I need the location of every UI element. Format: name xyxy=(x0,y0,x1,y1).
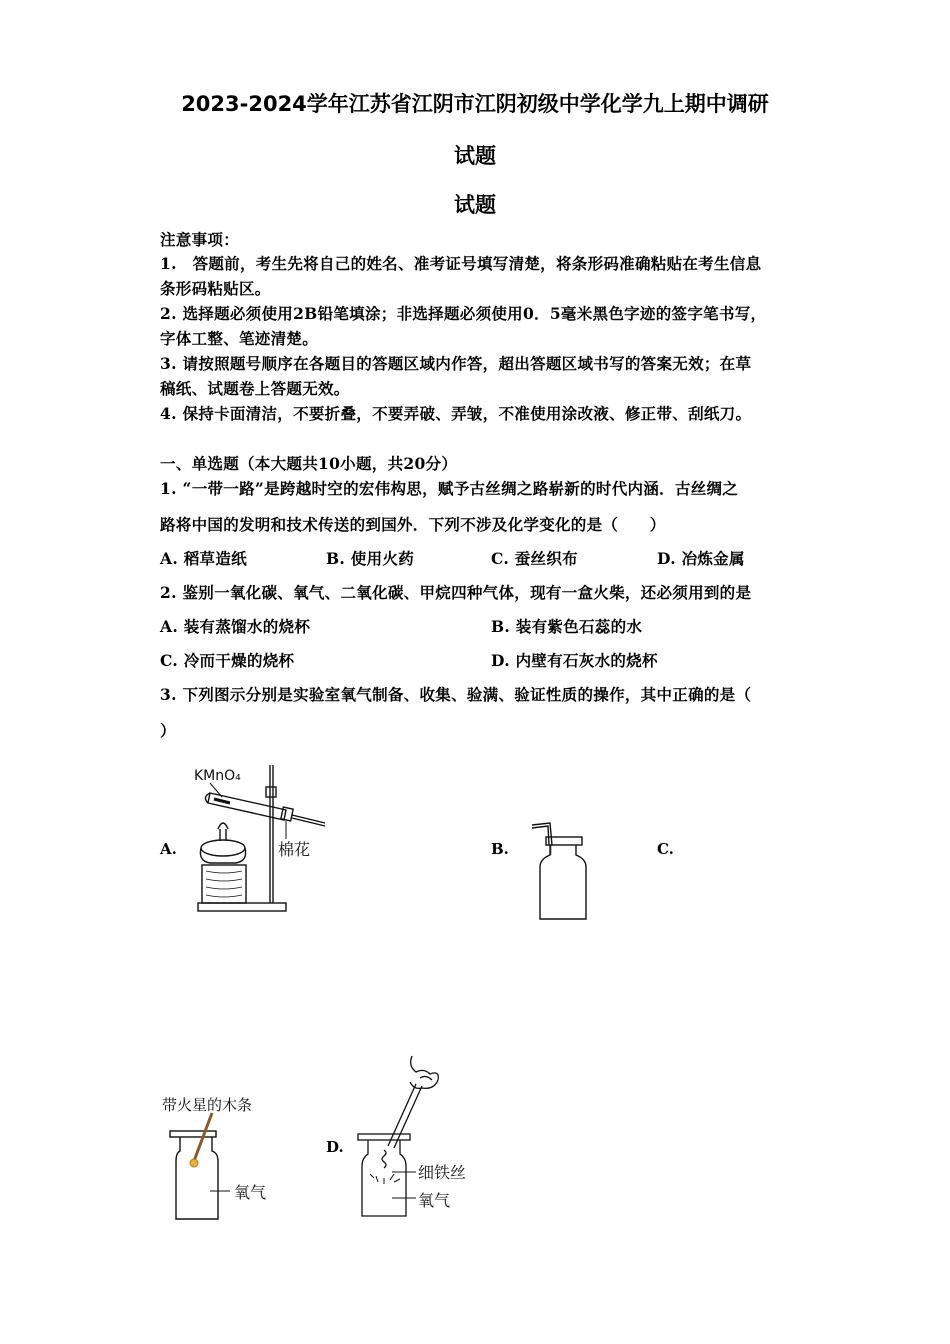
page-subtitle-repeat: 试题 xyxy=(454,193,496,217)
stand-base xyxy=(198,903,286,911)
notice-item-3-line-2: 稿纸、试题卷上答题无效。 xyxy=(160,379,350,398)
bottle-cap-plate xyxy=(358,1134,410,1140)
glowing-tip xyxy=(190,1159,198,1167)
bottle-body xyxy=(540,845,586,919)
bottle-cap-plate xyxy=(170,1131,216,1137)
q2-option-a: A. 装有蒸馏水的烧杯 xyxy=(160,617,311,636)
hand-holding-tongs xyxy=(410,1056,438,1088)
notice-item-2-line-1: 2. 选择题必须使用2B铅笔填涂；非选择题必须使用0．5毫米黑色字迹的签字笔书写， xyxy=(160,304,767,323)
q3-option-c-label: C. xyxy=(657,840,674,858)
notice-item-3-line-1: 3. 请按照题号顺序在各题目的答题区域内作答，超出答题区域书写的答案无效；在草 xyxy=(160,354,752,373)
q2-option-c: C. 冷而干燥的烧杯 xyxy=(160,651,295,670)
clamp xyxy=(266,787,276,797)
notice-item-1-line-2: 条形码粘贴区。 xyxy=(160,279,271,298)
q2-option-b: B. 装有紫色石蕊的水 xyxy=(491,617,643,636)
oxygen-label: 氧气 xyxy=(234,1183,267,1202)
tongs-left xyxy=(388,1084,416,1146)
figure-b-gas-bottle xyxy=(530,815,590,923)
figure-d-iron-wire xyxy=(350,1050,480,1222)
figure-c-splint-test xyxy=(160,1095,280,1223)
stopper xyxy=(281,807,293,821)
kmno4-label: KMnO₄ xyxy=(194,768,241,784)
q1-option-c: C. 蚕丝织布 xyxy=(491,549,578,568)
q1-option-d: D. 冶炼金属 xyxy=(657,549,745,568)
notice-heading: 注意事项： xyxy=(160,230,240,249)
cotton-label: 棉花 xyxy=(278,840,311,859)
notice-item-1-line-1: 1. 答题前，考生先将自己的姓名、准考证号填写清楚，将条形码准确粘贴在考生信息 xyxy=(160,254,762,273)
q1-stem-line-1: 1. “一带一路”是跨越时空的宏伟构思，赋予古丝绸之路崭新的时代内涵．古丝绸之 xyxy=(160,479,739,498)
q2-option-d: D. 内壁有石灰水的烧杯 xyxy=(491,651,658,670)
figure-a-heating-apparatus xyxy=(190,755,330,917)
section-heading: 一、单选题（本大题共10小题，共20分） xyxy=(160,454,458,473)
q3-option-d-label: D. xyxy=(326,1138,344,1156)
page-subtitle: 试题 xyxy=(454,144,496,168)
alcohol-lamp-top xyxy=(201,840,245,856)
q3-stem-line-2: ） xyxy=(160,721,176,740)
sparks xyxy=(370,1174,400,1184)
q1-stem-line-2: 路将中国的发明和技术传送的到国外．下列不涉及化学变化的是（ ） xyxy=(160,515,666,534)
q1-option-a: A. 稻草造纸 xyxy=(160,549,247,568)
flame xyxy=(218,823,228,829)
oxygen-label: 氧气 xyxy=(418,1191,451,1210)
tongs-right xyxy=(394,1086,422,1148)
q3-option-a-label: A. xyxy=(160,840,177,858)
q3-stem-line-1: 3. 下列图示分别是实验室氧气制备、收集、验满、验证性质的操作，其中正确的是（ xyxy=(160,685,752,704)
q2-stem: 2. 鉴别一氧化碳、氧气、二氧化碳、甲烷四种气体，现有一盒火柴，还必须用到的是 xyxy=(160,583,752,602)
notice-item-2-line-2: 字体工整、笔迹清楚。 xyxy=(160,329,319,348)
q3-option-b-label: B. xyxy=(491,840,509,858)
iron-wire-coil xyxy=(382,1150,386,1168)
page-title: 2023-2024学年江苏省江阴市江阴初级中学化学九上期中调研 xyxy=(181,92,769,116)
notice-item-4: 4. 保持卡面清洁，不要折叠，不要弄破、弄皱，不准使用涂改液、修正带、刮纸刀。 xyxy=(160,404,752,423)
glowing-splint-label: 带火星的木条 xyxy=(162,1096,253,1114)
iron-wire-label: 细铁丝 xyxy=(418,1163,467,1182)
q1-option-b: B. 使用火药 xyxy=(326,549,414,568)
